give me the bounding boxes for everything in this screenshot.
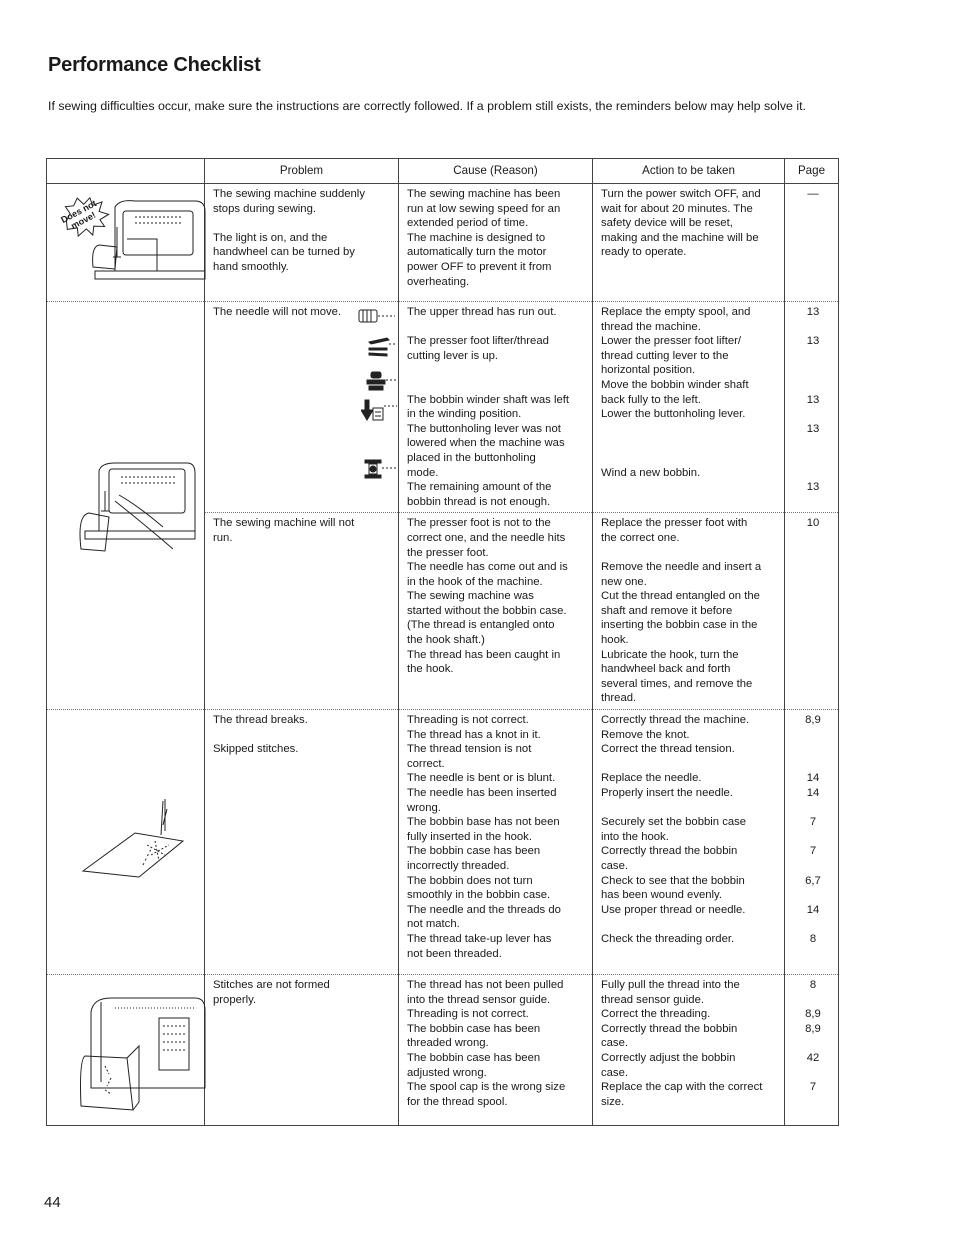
action-line: case.	[601, 1066, 629, 1079]
page-number: 44	[44, 1194, 61, 1211]
page-ref: 13	[806, 306, 820, 318]
cause-cell	[399, 710, 593, 975]
spool-icon	[357, 306, 397, 326]
problem-line: Stitches are not formed	[213, 979, 330, 992]
page-cell	[785, 975, 839, 1126]
action-line: Move the bobbin winder shaft	[601, 378, 749, 391]
page-ref	[793, 1066, 833, 1081]
cause-line: The needle has come out and is	[407, 561, 568, 574]
action-line: Lower the presser foot lifter/	[601, 335, 742, 348]
action-line: Correctly thread the bobbin	[601, 845, 738, 858]
cause-line: mode.	[407, 466, 439, 479]
action-cell	[593, 184, 785, 302]
cause-line: Threading is not correct.	[407, 714, 529, 727]
action-line: Correctly thread the machine.	[601, 714, 750, 727]
page-ref: 8,9	[805, 1008, 821, 1021]
action-line: Check to see that the bobbin	[601, 874, 745, 887]
sewing-machine-hand-illustration	[55, 305, 213, 701]
action-line: safety device will be reset,	[601, 217, 733, 230]
problem-cell	[205, 975, 399, 1126]
cause-line: extended period of time.	[407, 217, 529, 230]
page-ref: 13	[806, 335, 820, 348]
header-action: Action to be taken	[593, 159, 785, 184]
action-line: has been wound evenly.	[601, 889, 723, 902]
problem-line: The sewing machine will not	[213, 517, 355, 530]
action-line	[601, 917, 779, 932]
problem-cell	[205, 302, 399, 513]
illustration-cell	[47, 710, 205, 975]
illustration-cell	[47, 184, 205, 302]
page-ref	[793, 363, 833, 378]
cause-line: The needle and the threads do	[407, 903, 561, 916]
cause-line: The spool cap is the wrong size	[407, 1081, 566, 1094]
action-line: Securely set the bobbin case	[601, 816, 747, 829]
cause-line: smoothly in the bobbin case.	[407, 889, 551, 902]
action-line: Replace the cap with the correct	[601, 1081, 763, 1094]
page-ref: 14	[806, 787, 820, 799]
action-line: back fully to the left.	[601, 393, 701, 406]
page-ref	[793, 917, 833, 932]
problem-line: handwheel can be turned by	[213, 246, 355, 259]
action-line: Check the threading order.	[601, 932, 735, 945]
table-row	[47, 975, 839, 1126]
page-ref	[793, 859, 833, 874]
action-line	[601, 801, 779, 816]
page-ref	[793, 407, 833, 422]
problem-line: properly.	[213, 993, 257, 1006]
page-ref: 10	[806, 517, 820, 530]
page-ref: 13	[806, 393, 820, 406]
cause-line: The bobbin does not turn	[407, 874, 533, 887]
page-ref: 8,9	[805, 714, 821, 727]
cause-line: Threading is not correct.	[407, 1008, 529, 1021]
cause-line: started without the bobbin case.	[407, 604, 567, 617]
cause-line: for the thread spool.	[407, 1095, 508, 1108]
cause-cell	[399, 302, 593, 513]
cause-line: The needle has been inserted	[407, 787, 557, 799]
problem-line: run.	[213, 531, 233, 544]
cause-line: automatically turn the motor	[407, 246, 547, 259]
problem-line: The thread breaks.	[213, 714, 308, 727]
cause-line: wrong.	[407, 801, 441, 814]
page-ref	[793, 466, 833, 481]
cause-line: The bobbin winder shaft was left	[407, 393, 570, 406]
page-cell	[785, 513, 839, 710]
cause-line: in the winding position.	[407, 408, 522, 421]
page-ref	[793, 436, 833, 451]
cause-line: The needle is bent or is blunt.	[407, 772, 556, 785]
action-line: new one.	[601, 575, 647, 588]
action-line: Replace the needle.	[601, 772, 702, 785]
cause-line: The thread has a knot in it.	[407, 728, 541, 741]
problem-line: Skipped stitches.	[213, 743, 299, 756]
cause-line: The bobbin case has been	[407, 1022, 541, 1035]
page-ref	[793, 1036, 833, 1051]
problem-cell	[205, 710, 399, 975]
cause-line: The thread has been caught in	[407, 648, 561, 661]
cause-line: The buttonholing lever was not	[407, 422, 561, 435]
action-cell	[593, 710, 785, 975]
cause-line: not been threaded.	[407, 947, 502, 960]
page-ref: 13	[806, 481, 820, 494]
cause-line: (The thread is entangled onto	[407, 619, 555, 632]
action-line: hook.	[601, 634, 629, 647]
cause-line: bobbin thread is not enough.	[407, 495, 551, 508]
performance-checklist-table	[46, 158, 839, 1126]
sewing-machine-stopped-illustration	[55, 187, 213, 298]
does-not-move-badge: Does not move!	[59, 198, 98, 232]
problem-cell	[205, 513, 399, 710]
cause-line: the hook.	[407, 663, 454, 676]
action-line: horizontal position.	[601, 364, 696, 377]
page-cell	[785, 710, 839, 975]
cause-line: in the hook of the machine.	[407, 575, 543, 588]
action-line: case.	[601, 859, 629, 872]
action-line: Fully pull the thread into the	[601, 979, 740, 992]
page-ref: 8	[809, 979, 817, 992]
action-line: handwheel back and forth	[601, 663, 731, 676]
cause-line: correct.	[407, 757, 445, 770]
cause-line: The thread tension is not	[407, 743, 532, 756]
cause-line: not match.	[407, 918, 460, 931]
thread-breaks-illustration	[55, 713, 213, 971]
problem-line	[213, 216, 393, 231]
page-ref	[793, 378, 833, 393]
cause-line: fully inserted in the hook.	[407, 830, 532, 843]
action-line: the correct one.	[601, 531, 680, 544]
cause-line: incorrectly threaded.	[407, 859, 510, 872]
action-line: thread cutting lever to the	[601, 349, 729, 362]
page-ref: 6,7	[805, 874, 821, 887]
page-ref	[793, 757, 833, 772]
presser-foot-lever-icon	[367, 334, 397, 358]
action-line	[601, 451, 779, 466]
cause-line	[407, 363, 587, 378]
cause-cell	[399, 184, 593, 302]
action-line: Properly insert the needle.	[601, 787, 733, 799]
cause-line: The remaining amount of the	[407, 481, 552, 494]
action-line: Correct the threading.	[601, 1008, 711, 1021]
action-line: Wind a new bobbin.	[601, 466, 701, 479]
action-line: wait for about 20 minutes. The	[601, 202, 753, 215]
action-line: ready to operate.	[601, 246, 687, 259]
action-line: Correct the thread tension.	[601, 743, 735, 756]
cause-line: lowered when the machine was	[407, 437, 565, 450]
page-ref	[793, 742, 833, 757]
problem-line	[213, 728, 393, 743]
page-ref: 7	[809, 1081, 817, 1094]
action-cell	[593, 302, 785, 513]
page-ref: 14	[806, 903, 820, 916]
page-ref	[793, 728, 833, 743]
cause-line	[407, 320, 587, 335]
cause-line: The bobbin case has been	[407, 1052, 541, 1064]
cause-cell	[399, 975, 593, 1126]
page-ref: 42	[806, 1052, 820, 1064]
action-line: size.	[601, 1095, 625, 1108]
cause-line: run at low sewing speed for an	[407, 202, 561, 215]
page-ref	[793, 320, 833, 335]
action-line: Correctly thread the bobbin	[601, 1022, 738, 1035]
table-row	[47, 302, 839, 513]
problem-cell	[205, 184, 399, 302]
cause-line: adjusted wrong.	[407, 1066, 487, 1079]
action-line: Replace the empty spool, and	[601, 306, 751, 318]
action-line: Cut the thread entangled on the	[601, 590, 760, 603]
action-line: Lubricate the hook, turn the	[601, 648, 739, 661]
cause-line: the presser foot.	[407, 546, 489, 559]
cause-line: The machine is designed to	[407, 231, 546, 244]
bobbin-winder-icon	[365, 370, 397, 392]
action-line: Replace the presser foot with	[601, 517, 748, 530]
action-line: thread the machine.	[601, 320, 701, 333]
cause-line: The sewing machine was	[407, 590, 534, 603]
action-line	[601, 757, 779, 772]
header-illustration	[47, 159, 205, 184]
page-ref	[793, 830, 833, 845]
stitches-not-formed-illustration	[55, 978, 213, 1122]
page-ref	[793, 451, 833, 466]
cause-line: the hook shaft.)	[407, 634, 485, 647]
cause-line: The presser foot lifter/thread	[407, 335, 549, 348]
action-line: into the hook.	[601, 830, 669, 843]
action-cell	[593, 975, 785, 1126]
cause-line: The sewing machine has been	[407, 188, 561, 200]
action-line: several times, and remove the	[601, 677, 753, 690]
bobbin-icon	[363, 458, 397, 480]
page-title: Performance Checklist	[48, 54, 261, 76]
header-problem: Problem	[205, 159, 399, 184]
page-ref	[793, 888, 833, 903]
cause-line: The upper thread has run out.	[407, 306, 557, 318]
action-line: Use proper thread or needle.	[601, 903, 746, 916]
cause-line: The bobbin case has been	[407, 845, 541, 858]
illustration-cell	[47, 302, 205, 710]
problem-line: stops during sewing.	[213, 202, 316, 215]
cause-line: power OFF to prevent it from	[407, 260, 552, 273]
action-line: Correctly adjust the bobbin	[601, 1052, 736, 1064]
problem-line: The sewing machine suddenly	[213, 188, 365, 200]
cause-line: The thread has not been pulled	[407, 979, 564, 992]
action-line	[601, 422, 779, 437]
cause-line: threaded wrong.	[407, 1037, 489, 1050]
action-line: thread sensor guide.	[601, 993, 704, 1006]
cause-line: The thread take-up lever has	[407, 932, 552, 945]
action-line	[601, 546, 779, 561]
problem-line: hand smoothly.	[213, 260, 289, 273]
header-page: Page	[785, 159, 839, 184]
page-ref: 7	[809, 816, 817, 829]
cause-line: into the thread sensor guide.	[407, 993, 551, 1006]
page-ref	[793, 993, 833, 1008]
table-row	[47, 184, 839, 302]
action-line: Remove the needle and insert a	[601, 561, 762, 574]
problem-line: The light is on, and the	[213, 231, 328, 244]
cause-line: cutting lever is up.	[407, 349, 499, 362]
action-line	[601, 436, 779, 451]
cause-line: The bobbin base has not been	[407, 816, 560, 829]
table-row	[47, 710, 839, 975]
action-line: inserting the bobbin case in the	[601, 619, 758, 632]
page-cell	[785, 184, 839, 302]
page-ref: 8,9	[805, 1022, 821, 1035]
cause-line	[407, 378, 587, 393]
problem-line: The needle will not move.	[213, 306, 342, 318]
action-line: thread.	[601, 692, 637, 705]
action-line: case.	[601, 1037, 629, 1050]
page-ref	[793, 801, 833, 816]
action-line: Remove the knot.	[601, 728, 690, 741]
action-line: Lower the buttonholing lever.	[601, 408, 746, 421]
cause-line: The presser foot is not to the	[407, 517, 551, 530]
page-cell	[785, 302, 839, 513]
page-ref: 8	[809, 932, 817, 945]
header-cause: Cause (Reason)	[399, 159, 593, 184]
action-line: shaft and remove it before	[601, 604, 733, 617]
page-ref: 13	[806, 422, 820, 435]
cause-cell	[399, 513, 593, 710]
cause-line: placed in the buttonholing	[407, 451, 536, 464]
cause-line: overheating.	[407, 275, 470, 288]
illustration-cell	[47, 975, 205, 1126]
table-header-row	[47, 159, 839, 184]
action-line: making and the machine will be	[601, 231, 759, 244]
page-ref	[793, 349, 833, 364]
page-ref: 7	[809, 845, 817, 858]
action-line: Turn the power switch OFF, and	[601, 188, 761, 200]
cause-line: correct one, and the needle hits	[407, 531, 566, 544]
intro-text: If sewing difficulties occur, make sure the instructions are correctly followed. If a problem still exists, the reminders below may help solve it.	[48, 99, 806, 113]
page-ref: —	[807, 188, 819, 200]
page-ref: 14	[806, 772, 820, 785]
action-cell	[593, 513, 785, 710]
buttonhole-lever-icon	[361, 398, 397, 424]
